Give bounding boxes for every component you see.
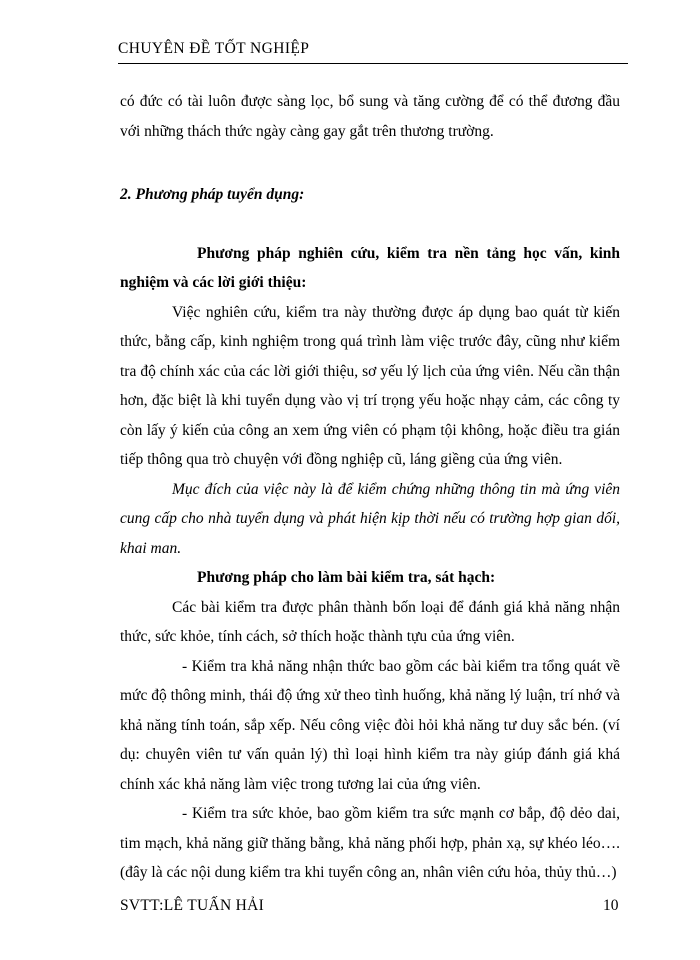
method1-purpose: Mục đích của việc này là để kiểm chứng những thông tin mà ứng viên cung cấp cho nhà tuyển dụng và phát hiện kịp thời nếu có trường hợp gian dối, khai man. [120, 480, 620, 557]
method1-paragraph: Việc nghiên cứu, kiểm tra này thường được áp dụng bao quát từ kiến thức, bằng cấp, kinh nghiệm trong quá trình làm việc trước đây, cũng như kiểm tra độ chính xác của các lời giới thiệu, sơ yếu lý lịch của ứng viên. Nếu cần thận hơn, đặc biệt là khi tuyển dụng vào vị trí trọng yếu hoặc nhạy cảm, các công ty còn lấy ý kiến của công an xem ứng viên có phạm tội không, hoặc điều tra gián tiếp thông qua trò chuyện với đồng nghiệp cũ, láng giềng của ứng viên. [120, 303, 620, 468]
page-number: 10 [603, 897, 619, 914]
dash-item-cognitive: - Kiểm tra khả năng nhận thức bao gồm các bài kiểm tra tổng quát về mức độ thông minh, thái độ ứng xử theo tình huống, khả năng lý luận, trí nhớ và khả năng tính toán, sắp xếp. Nếu công việc đòi hỏi khả năng tư duy sắc bén. (ví dụ: chuyên viên tư vấn quản lý) thì loại hình kiểm tra này giúp đánh giá khá chính xác khả năng làm việc trong tương lai của ứng viên. [120, 657, 620, 793]
footer-author: SVTT:LÊ TUẤN HẢI [120, 897, 265, 914]
dash-item-health: - Kiểm tra sức khỏe, bao gồm kiểm tra sức mạnh cơ bắp, độ dẻo dai, tim mạch, khả năng giữ thăng bằng, khả năng phối hợp, phản xạ, sự khéo léo….(đây là các nội dung kiểm tra khi tuyển công an, nhân viên cứu hỏa, thủy thủ…) [120, 805, 620, 881]
intro-paragraph: có đức có tài luôn được sàng lọc, bổ sung và tăng cường để có thể đương đầu với những thách thức ngày càng gay gắt trên thương trường. [120, 93, 620, 140]
method2-intro: Các bài kiểm tra được phân thành bốn loại để đánh giá khả năng nhận thức, sức khỏe, tính cách, sở thích hoặc thành tựu của ứng viên. [120, 598, 620, 645]
page-header: CHUYÊN ĐỀ TỐT NGHIỆP [118, 40, 628, 64]
method2-heading: Phương pháp cho làm bài kiểm tra, sát hạch: [197, 569, 496, 586]
section-heading: 2. Phương pháp tuyển dụng: [120, 186, 305, 203]
page-content [120, 87, 620, 888]
method1-heading: Phương pháp nghiên cứu, kiểm tra nền tảng học vấn, kinh nghiệm và các lời giới thiệu: [120, 244, 620, 291]
